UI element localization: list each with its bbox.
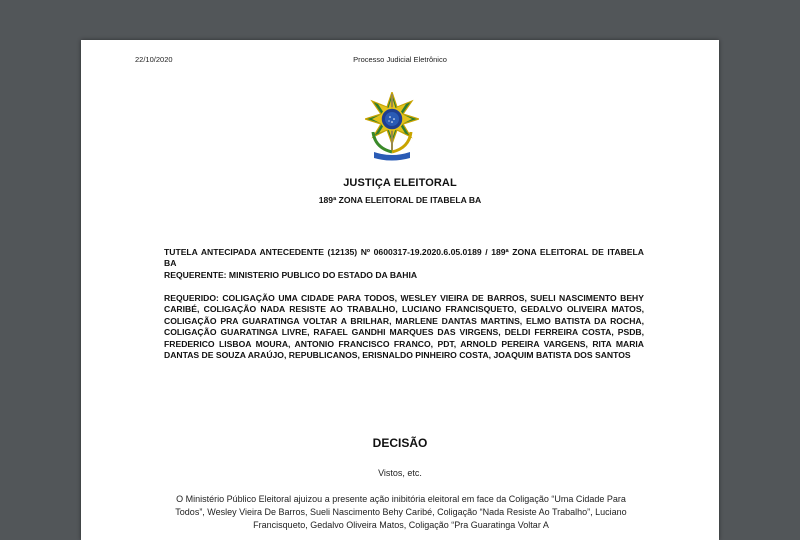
court-title: JUSTIÇA ELEITORAL <box>343 177 457 189</box>
brazil-coat-of-arms-icon <box>365 92 419 162</box>
case-line: TUTELA ANTECIPADA ANTECEDENTE (12135) Nº 0600317-19.2020.6.05.0189 / 189ª ZONA ELEITORAL DE ITABELA BA <box>164 247 644 269</box>
court-zone: 189ª ZONA ELEITORAL DE ITABELA BA <box>318 195 482 205</box>
decision-paragraph: O Ministério Público Eleitoral ajuizou a presente ação inibitória eleitoral em face da Coligação “Uma Cidade Para Todos”, Wesley Vieira De Barros, Sueli Nascimento Behy Caribé, Coligação “Nada Resiste Ao Trabalho”, Luciano Francisqueto, Gedalvo Oliveira Matos, Coligação “Pra Guaratinga Voltar A <box>175 494 627 530</box>
system-name: Processo Judicial Eletrônico <box>353 55 447 64</box>
requerido: REQUERIDO: COLIGAÇÃO UMA CIDADE PARA TODOS, WESLEY VIEIRA DE BARROS, SUELI NASCIMENTO BEHY CARIBÉ, COLIGAÇÃO NADA RESISTE AO TRABALHO, LUCIANO FRANCISQUETO, GEDALVO OLIVEIRA MATOS, COLIGAÇÃO PRA GUARATINGA VOLTAR A BRILHAR, MARLENE DANTAS MARTINS, ELMO BATISTA DA ROCHA, COLIGAÇÃO GUARATINGA LIVRE, RAFAEL GANDHI MARQUES DAS VIRGENS, DELDI FERREIRA COSTA, PSDB, FREDERICO LISBOA MOURA, ANTONIO FRANCISCO FRANCO, PDT, ARNOLD PEREIRA VARGENS, RITA MARIA DANTAS DE SOUZA ARAÚJO, REPUBLICANOS, ERISNALDO PINHEIRO COSTA, JOAQUIM BATISTA DOS SANTOS <box>164 293 644 361</box>
case-header <box>164 247 644 281</box>
document-page <box>81 40 719 540</box>
requerente: REQUERENTE: MINISTERIO PUBLICO DO ESTADO DA BAHIA <box>164 269 418 280</box>
decision-heading: DECISÃO <box>372 436 428 450</box>
print-date: 22/10/2020 <box>135 55 173 64</box>
vistos-line: Vistos, etc. <box>378 468 422 478</box>
